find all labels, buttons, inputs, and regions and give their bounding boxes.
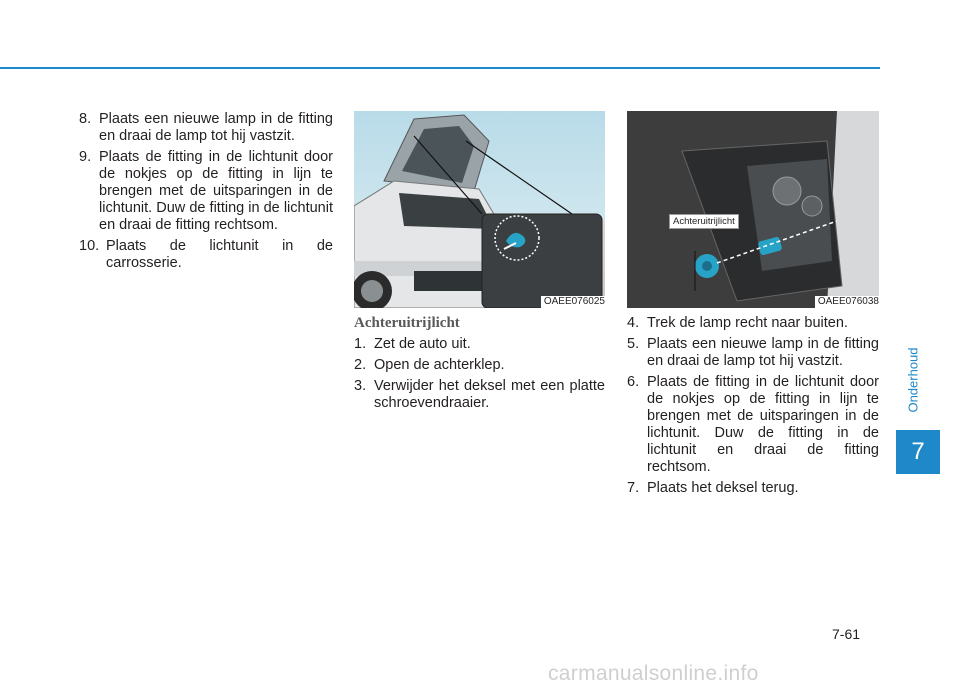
list-item: 8. Plaats een nieuwe lamp in de fitting en draai de lamp tot hij vastzit.: [79, 111, 333, 144]
list-item: 6. Plaats de fitting in de lichtunit door de nokjes op de fitting in lijn te brengen met de uitsparingen in de lichtunit. Duw de fitting in de lichtunit en draai de fitting rechtsom.: [627, 374, 879, 475]
list-item: 10. Plaats de lichtunit in de carrosserie.: [79, 238, 333, 271]
car-rear-drawing: [354, 111, 605, 308]
instructions-column-3: [627, 315, 879, 501]
list-item: 5. Plaats een nieuwe lamp in de fitting en draai de lamp tot hij vastzit.: [627, 336, 879, 369]
tailgate-illustration: [354, 111, 605, 308]
header-rule: [0, 67, 880, 69]
chapter-number-badge: 7: [896, 430, 940, 474]
section-heading: Achteruitrijlicht: [354, 315, 460, 331]
list-item: 7. Plaats het deksel terug.: [627, 480, 799, 496]
watermark: carmanualsonline.info: [548, 662, 759, 685]
figure-code: OAEE076038: [815, 296, 879, 308]
list-item: 3. Verwijder het deksel met een platte schroevendraaier.: [354, 378, 605, 411]
list-item: 9. Plaats de fitting in de lichtunit door de nokjes op de fitting in lijn te brengen met de uitsparingen in de lichtunit. Duw de fitting in de lichtunit en draai de fitting rechtsom.: [79, 149, 333, 233]
instructions-column-1: [79, 111, 333, 276]
lamp-unit-drawing: [627, 111, 879, 308]
list-item: 2. Open de achterklep.: [354, 357, 505, 373]
lamp-callout: Achteruitrijlicht: [669, 214, 739, 229]
reverse-lamp-illustration: [627, 111, 879, 308]
instructions-column-2: [354, 315, 605, 416]
list-item: 4. Trek de lamp recht naar buiten.: [627, 315, 848, 331]
page-number: 7-61: [832, 626, 861, 642]
figure-code: OAEE076025: [541, 296, 605, 308]
chapter-side-label: Onderhoud: [905, 347, 921, 413]
list-item: 1. Zet de auto uit.: [354, 336, 471, 352]
